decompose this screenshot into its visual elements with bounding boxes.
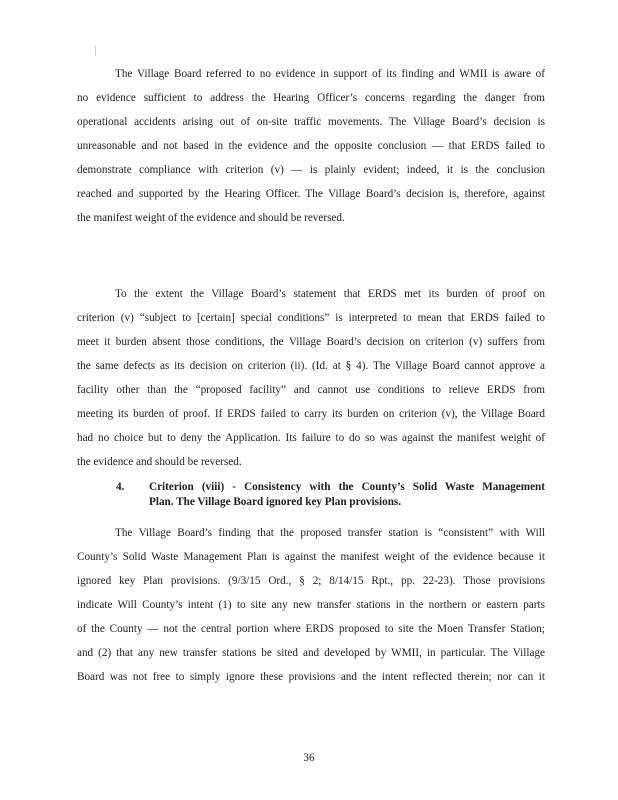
paragraph-line: no evidence sufficient to address the Hearing Officer’s concerns regarding the danger from [77,92,545,104]
paragraph-line: facility other than the “proposed facility” and cannot use conditions to relieve ERDS from [77,384,545,396]
section-number: 4. [116,481,125,493]
section-heading-line: Criterion (viii) - Consistency with the County’s Solid Waste Management [149,481,545,493]
paragraph-1 [77,62,545,230]
paragraph-line: Board was not free to simply ignore these provisions and the intent reflected therein; nor can it [77,671,545,683]
paragraph-line: County’s Solid Waste Management Plan is against the manifest weight of the evidence because it [77,551,545,563]
section-heading-line: Plan. The Village Board ignored key Plan provisions. [149,496,402,508]
paragraph-line: indicate Will County’s intent (1) to site any new transfer stations in the northern or eastern parts [77,599,545,611]
paragraph-line: The Village Board’s finding that the proposed transfer station is “consistent” with Will [115,527,545,539]
paragraph-line: meet it burden absent those conditions, the Village Board’s decision on criterion (v) suffers from [77,336,545,348]
page-number: 36 [303,752,315,764]
paragraph-line: meeting its burden of proof. If ERDS failed to carry its burden on criterion (v), the Village Board [77,408,545,420]
scan-mark [95,46,96,56]
paragraph-line: To the extent the Village Board’s statement that ERDS met its burden of proof on [115,288,545,300]
paragraph-line: ignored key Plan provisions. (9/3/15 Ord., § 2; 8/14/15 Rpt., pp. 22-23). Those provisions [77,575,545,587]
paragraph-line: the evidence and should be reversed. [77,456,242,468]
paragraph-line: of the County — not the central portion where ERDS proposed to site the Moen Transfer Station; [77,623,545,635]
paragraph-line: reached and supported by the Hearing Officer. The Village Board’s decision is, therefore, against [77,188,545,200]
paragraph-2 [77,282,545,474]
paragraph-line: demonstrate compliance with criterion (v) — is plainly evident; indeed, it is the conclusion [77,164,545,176]
paragraph-line: criterion (v) “subject to [certain] special conditions” is interpreted to mean that ERDS failed to [77,312,545,324]
paragraph-line: unreasonable and not based in the evidence and the opposite conclusion — that ERDS failed to [77,140,545,152]
paragraph-line: operational accidents arising out of on-site traffic movements. The Village Board’s decision is [77,116,545,128]
paragraph-line: The Village Board referred to no evidence in support of its finding and WMII is aware of [115,68,545,80]
paragraph-line: and (2) that any new transfer stations be sited and developed by WMII, in particular. The Village [77,647,545,659]
paragraph-line: the manifest weight of the evidence and should be reversed. [77,212,345,224]
paragraph-line: the same defects as its decision on criterion (ii). (Id. at § 4). The Village Board cannot approve a [77,360,545,372]
paragraph-3 [77,521,545,689]
paragraph-line: had no choice but to deny the Application. Its failure to do so was against the manifest weight of [77,432,545,444]
